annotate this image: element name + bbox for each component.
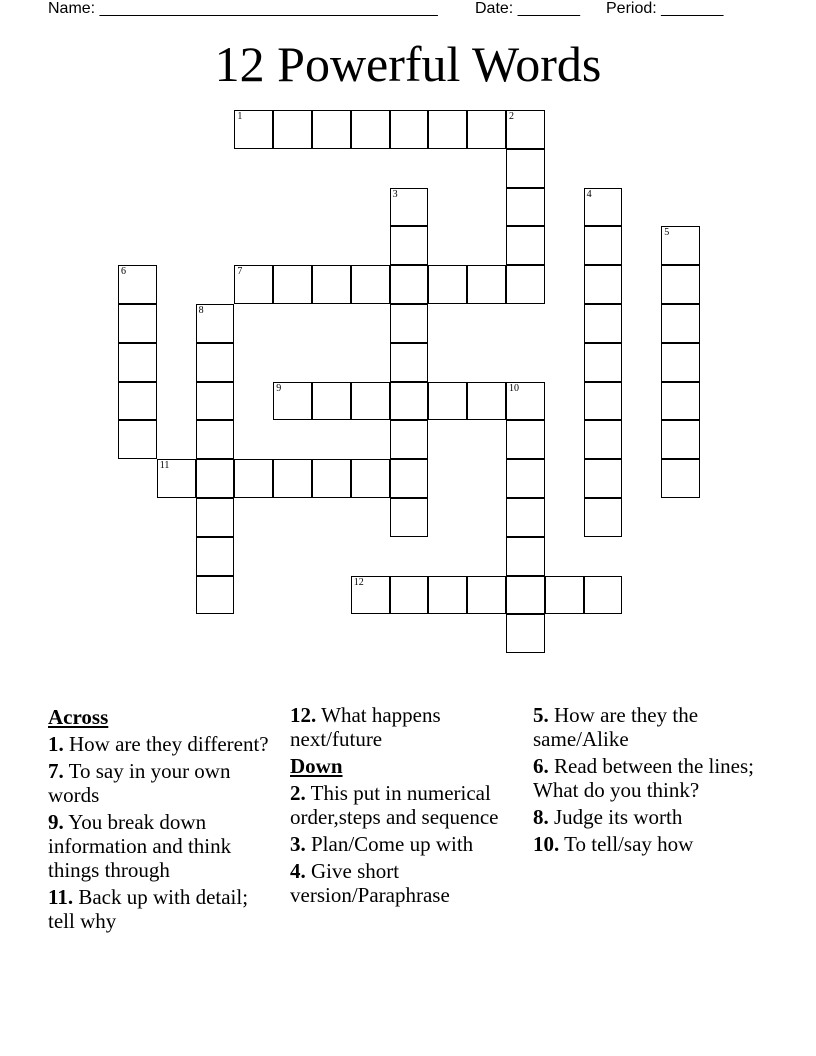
down-clue-10 xyxy=(533,832,761,856)
clue-column-1 xyxy=(48,703,276,936)
crossword-cell[interactable] xyxy=(351,265,390,304)
crossword-cell[interactable] xyxy=(661,382,700,421)
clue-number: 8. xyxy=(533,805,549,829)
down-clue-4 xyxy=(290,859,518,907)
crossword-cell[interactable] xyxy=(584,304,623,343)
across-clue-12 xyxy=(290,703,518,751)
crossword-cell[interactable] xyxy=(273,459,312,498)
crossword-cell[interactable] xyxy=(506,188,545,227)
crossword-cell[interactable] xyxy=(196,459,235,498)
crossword-cell[interactable] xyxy=(390,304,429,343)
crossword-cell[interactable] xyxy=(390,576,429,615)
crossword-cell[interactable] xyxy=(661,304,700,343)
clue-number: 6. xyxy=(533,754,549,778)
crossword-cell[interactable] xyxy=(661,420,700,459)
clue-text: Read between the lines; What do you think? xyxy=(533,754,755,802)
crossword-cell[interactable] xyxy=(661,343,700,382)
crossword-cell[interactable] xyxy=(390,343,429,382)
crossword-cell[interactable] xyxy=(390,420,429,459)
crossword-cell[interactable] xyxy=(234,459,273,498)
crossword-cell[interactable] xyxy=(196,576,235,615)
down-clue-5 xyxy=(533,703,761,751)
crossword-cell[interactable] xyxy=(118,304,157,343)
crossword-cell[interactable] xyxy=(118,265,157,304)
crossword-cell[interactable] xyxy=(118,420,157,459)
clue-number: 5. xyxy=(533,703,549,727)
clue-number: 3. xyxy=(290,832,306,856)
clue-text: Plan/Come up with xyxy=(311,832,474,856)
crossword-cell[interactable] xyxy=(390,382,429,421)
across-clue-7 xyxy=(48,759,276,807)
crossword-cell[interactable] xyxy=(428,110,467,149)
clue-number: 11. xyxy=(48,885,74,909)
cell-number: 1 xyxy=(237,111,243,122)
cell-number: 10 xyxy=(509,382,519,394)
crossword-cell[interactable] xyxy=(390,226,429,265)
clue-text: You break down information and think things through xyxy=(48,810,232,882)
crossword-cell[interactable] xyxy=(545,576,584,615)
across-clue-1 xyxy=(48,732,276,756)
crossword-cell[interactable] xyxy=(584,226,623,265)
clue-text: What happens next/future xyxy=(290,703,441,751)
crossword-cell[interactable] xyxy=(273,265,312,304)
crossword-cell[interactable] xyxy=(196,382,235,421)
down-clue-2 xyxy=(290,781,518,829)
crossword-cell[interactable] xyxy=(467,110,506,149)
clue-text: Judge its worth xyxy=(554,805,683,829)
down-clue-6 xyxy=(533,754,761,802)
crossword-cell[interactable] xyxy=(351,382,390,421)
clue-number: 9. xyxy=(48,810,64,834)
cell-number: 2 xyxy=(509,111,514,122)
across-heading: Across xyxy=(48,705,109,729)
crossword-cell[interactable] xyxy=(506,265,545,304)
clue-column-2 xyxy=(290,703,518,910)
down-clue-8 xyxy=(533,805,761,829)
crossword-cell[interactable] xyxy=(506,382,545,421)
crossword-cell[interactable] xyxy=(273,110,312,149)
clue-text: To tell/say how xyxy=(564,832,694,856)
clue-number: 1. xyxy=(48,732,64,756)
crossword-cell[interactable] xyxy=(390,265,429,304)
cell-number: 9 xyxy=(276,382,282,394)
crossword-cell[interactable] xyxy=(234,265,273,304)
down-clue-3 xyxy=(290,832,518,856)
crossword-cell[interactable] xyxy=(661,226,700,265)
cell-number: 8 xyxy=(198,305,204,316)
crossword-cell[interactable] xyxy=(506,226,545,265)
crossword-cell[interactable] xyxy=(584,343,623,382)
crossword-cell[interactable] xyxy=(584,188,623,227)
crossword-cell[interactable] xyxy=(351,576,390,615)
crossword-cell[interactable] xyxy=(234,110,273,149)
crossword-cell[interactable] xyxy=(506,614,545,653)
crossword-cell[interactable] xyxy=(506,498,545,537)
cell-number: 4 xyxy=(586,188,592,200)
crossword-cell[interactable] xyxy=(584,382,623,421)
clue-number: 10. xyxy=(533,832,560,856)
cell-number: 5 xyxy=(664,227,670,239)
crossword-cell[interactable] xyxy=(506,110,545,149)
across-clue-11 xyxy=(48,885,276,933)
crossword-cell[interactable] xyxy=(312,110,351,149)
crossword-cell[interactable] xyxy=(196,343,235,382)
crossword-cell[interactable] xyxy=(390,498,429,537)
crossword-cell[interactable] xyxy=(351,459,390,498)
clue-text: Back up with detail; tell why xyxy=(48,885,249,933)
cell-number: 12 xyxy=(353,576,364,588)
clue-text: This put in numerical order,steps and sequence xyxy=(290,781,499,829)
cell-number: 6 xyxy=(121,266,126,278)
crossword-cell[interactable] xyxy=(467,576,506,615)
crossword-cell[interactable] xyxy=(506,576,545,615)
cell-number: 7 xyxy=(237,266,243,278)
clue-text: How are they different? xyxy=(69,732,269,756)
crossword-cell[interactable] xyxy=(584,576,623,615)
crossword-cell[interactable] xyxy=(118,343,157,382)
crossword-cell[interactable] xyxy=(312,459,351,498)
clue-text: Give short version/Paraphrase xyxy=(290,859,450,907)
crossword-cell[interactable] xyxy=(584,498,623,537)
crossword-cell[interactable] xyxy=(584,459,623,498)
date-field-label[interactable]: Date: _______ xyxy=(475,0,580,17)
crossword-cell[interactable] xyxy=(506,537,545,576)
crossword-cell[interactable] xyxy=(428,265,467,304)
crossword-cell[interactable] xyxy=(273,382,312,421)
crossword-cell[interactable] xyxy=(312,265,351,304)
cell-number: 11 xyxy=(159,460,170,472)
name-field-label[interactable]: Name: ______________________________________ xyxy=(48,0,438,17)
period-field-label[interactable]: Period: _______ xyxy=(606,0,724,17)
crossword-cell[interactable] xyxy=(196,304,235,343)
crossword-cell[interactable] xyxy=(196,420,235,459)
crossword-cell[interactable] xyxy=(467,265,506,304)
crossword-cell[interactable] xyxy=(196,537,235,576)
crossword-cell[interactable] xyxy=(351,110,390,149)
crossword-cell[interactable] xyxy=(118,382,157,421)
cell-number: 3 xyxy=(392,188,398,200)
page-title: 12 Powerful Words xyxy=(214,36,602,92)
crossword-cell[interactable] xyxy=(584,265,623,304)
crossword-cell[interactable] xyxy=(506,420,545,459)
crossword-cell[interactable] xyxy=(390,188,429,227)
across-clue-9 xyxy=(48,810,276,882)
crossword-cell[interactable] xyxy=(506,459,545,498)
crossword-cell[interactable] xyxy=(312,382,351,421)
down-heading: Down xyxy=(290,754,343,778)
crossword-cell[interactable] xyxy=(467,382,506,421)
clue-text: To say in your own words xyxy=(48,759,231,807)
crossword-cell[interactable] xyxy=(428,382,467,421)
crossword-cell[interactable] xyxy=(506,149,545,188)
clue-number: 7. xyxy=(48,759,64,783)
crossword-cell[interactable] xyxy=(390,110,429,149)
clue-number: 4. xyxy=(290,859,306,883)
crossword-cell[interactable] xyxy=(661,459,700,498)
clue-text: How are they the same/Alike xyxy=(533,703,699,751)
crossword-cell[interactable] xyxy=(157,459,196,498)
crossword-cell[interactable] xyxy=(390,459,429,498)
clue-column-3 xyxy=(533,703,761,859)
crossword-cell[interactable] xyxy=(584,420,623,459)
clue-number: 12. xyxy=(290,703,317,727)
crossword-cell[interactable] xyxy=(428,576,467,615)
crossword-cell[interactable] xyxy=(196,498,235,537)
clue-number: 2. xyxy=(290,781,306,805)
crossword-cell[interactable] xyxy=(661,265,700,304)
